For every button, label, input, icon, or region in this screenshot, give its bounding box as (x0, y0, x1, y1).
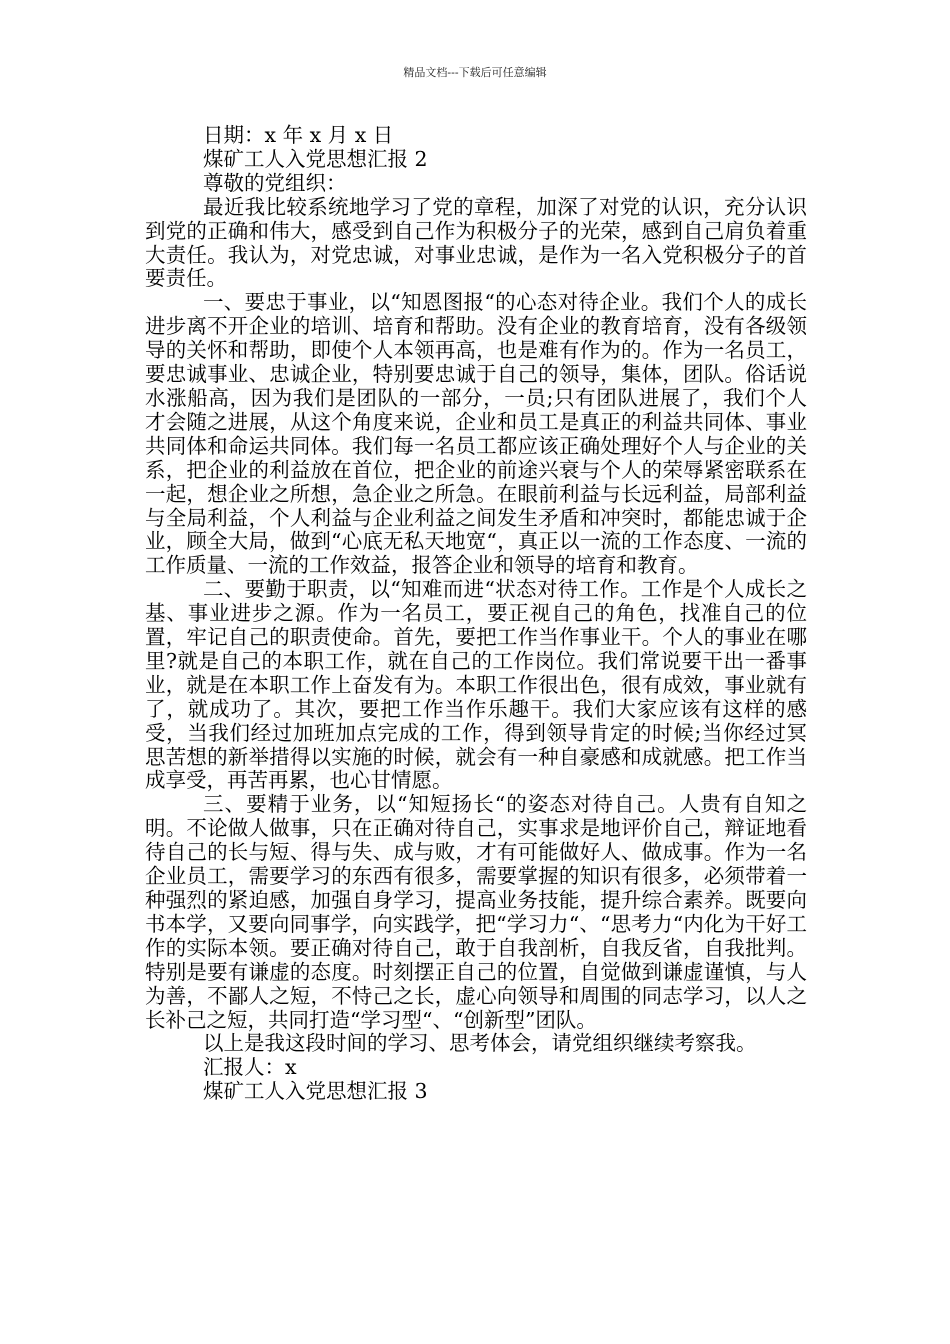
paragraph-intro: 最近我比较系统地学习了党的章程，加深了对党的认识，充分认识到党的正确和伟大，感受到自己作为积极分子的光荣，感到自己肩负着重大责任。我认为，对党忠诚，对事业忠诚，是作为一名入党积极分子的首要责任。 (145, 194, 807, 291)
paragraph-point-1: 一、要忠于事业，以“知恩图报“的心态对待企业。我们个人的成长进步离不开企业的培训、培育和帮助。没有企业的教育培育，没有各级领导的关怀和帮助，即使个人本领再高，也是难有作为的。作为一名员工，要忠诚事业、忠诚企业，特别要忠诚于自己的领导，集体，团队。俗话说水涨船高，因为我们是团队的一部分，一员;只有团队进展了，我们个人才会随之进展，从这个角度来说，企业和员工是真正的利益共同体、事业共同体和命运共同体。我们每一名员工都应该正确处理好个人与企业的关系，把企业的利益放在首位，把企业的前途兴衰与个人的荣辱紧密联系在一起，想企业之所想，急企业之所急。在眼前利益与长远利益，局部利益与全局利益，个人利益与企业利益之间发生矛盾和冲突时，都能忠诚于企业，顾全大局，做到“心底无私天地宽“，真正以一流的工作态度、一流的工作质量、一流的工作效益，报答企业和领导的培育和教育。 (145, 290, 807, 578)
paragraph-closing: 以上是我这段时间的学习、思考体会，请党组织继续考察我。 (203, 1031, 757, 1056)
reporter-line: 汇报人：x (203, 1055, 297, 1080)
paragraph-point-3: 三、要精于业务，以“知短扬长“的姿态对待自己。人贵有自知之明。不论做人做事，只在正确对待自己，实事求是地评价自己，辩证地看待自己的长与短、得与失、成与败，才有可能做好人、做成事。作为一名企业员工，需要学习的东西有很多，需要掌握的知识有很多，必须带着一种强烈的紧迫感，加强自身学习，提高业务技能，提升综合素养。既要向书本学，又要向同事学，向实践学，把“学习力“、“思考力“内化为干好工作的实际本领。要正确对待自己，敢于自我剖析，自我反省，自我批判。特别是要有谦虚的态度。时刻摆正自己的位置，自觉做到谦虚谨慎，与人为善，不鄙人之短，不恃己之长，虚心向领导和周围的同志学习，以人之长补己之短，共同打造“学习型“、“创新型”团队。 (145, 792, 807, 1032)
document-body (145, 124, 807, 1104)
report-title-2: 煤矿工人入党思想汇报 2 (203, 146, 428, 171)
date-line: 日期：x 年 x 月 x 日 (203, 123, 394, 147)
page-header: 精品文档---下载后可任意编辑 (403, 66, 547, 79)
report-title-3: 煤矿工人入党思想汇报 3 (203, 1079, 428, 1104)
salutation: 尊敬的党组织： (203, 170, 347, 195)
paragraph-point-2: 二、要勤于职责，以“知难而进“状态对待工作。工作是个人成长之基、事业进步之源。作为一名员工，要正视自己的角色，找准自己的位置，牢记自己的职责使命。首先，要把工作当作事业干。个人的事业在哪里?就是自己的本职工作，就在自己的工作岗位。我们常说要干出一番事业，就是在本职工作上奋发有为。本职工作很出色，很有成效，事业就有了，就成功了。其次，要把工作当作乐趣干。我们大家应该有这样的感受，当我们经过加班加点完成的工作，得到领导肯定的时候;当你经过冥思苦想的新举措得以实施的时候，就会有一种自豪感和成就感。把工作当成享受，再苦再累，也心甘情愿。 (145, 577, 807, 793)
